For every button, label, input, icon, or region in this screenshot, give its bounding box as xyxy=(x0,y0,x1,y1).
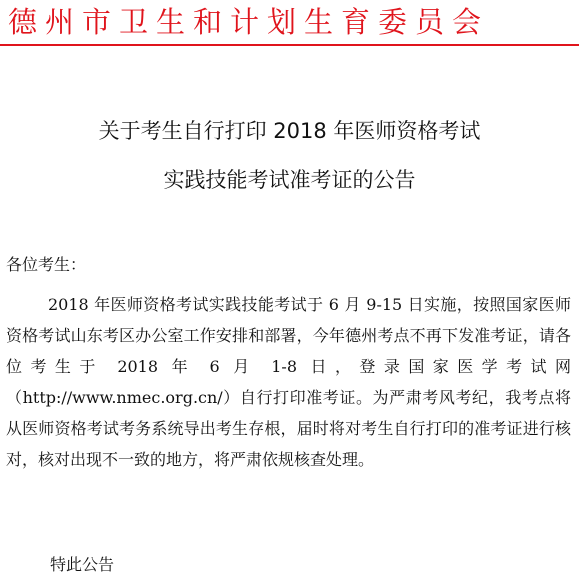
notice-title-line-2: 实践技能考试准考证的公告 xyxy=(163,168,416,192)
notice-body: 2018 年医师资格考试实践技能考试于 6 月 9-15 日实施，按照国家医师资格考试山东考区办公室工作安排和部署，今年德州考点不再下发准考证，请各位考生于 2018 年 6 月 1-8 日，登录国家医学考试网（http://www.nmec.org.cn/）自行打印准考证。为严肃考风考纪，我考点将从医师资格考试考务系统导出考生存根，届时将对考生自行打印的准考证进行核对，核对出现不一致的地方，将严肃依规核查处理。 xyxy=(6,295,571,469)
document-masthead xyxy=(0,0,579,48)
notice-title-line-1: 关于考生自行打印 2018 年医师资格考试 xyxy=(98,119,481,143)
closing-text: 特此公告 xyxy=(50,555,115,574)
salutation: 各位考生： xyxy=(6,255,87,274)
masthead-divider xyxy=(0,44,579,46)
issuer-title: 德州市卫生和计划生育委员会 xyxy=(8,5,490,39)
